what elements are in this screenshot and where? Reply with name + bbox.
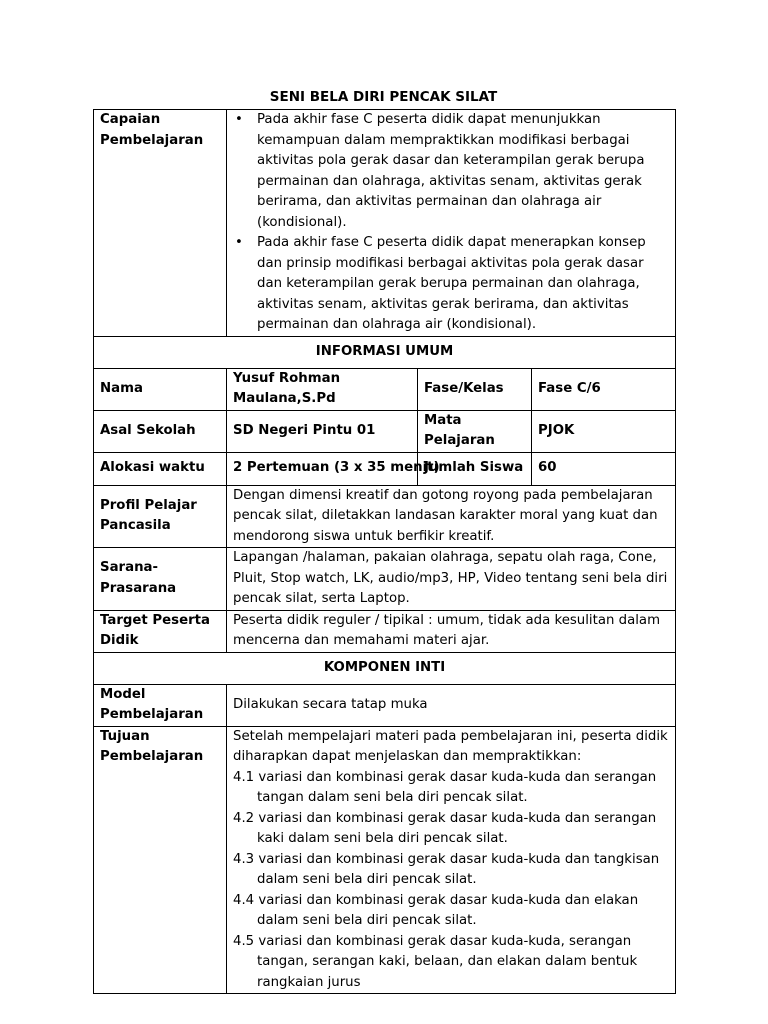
tujuan-item: 4.4 variasi dan kombinasi gerak dasar kuda-kuda dan elakan dalam seni bela diri pencak silat. <box>233 892 639 928</box>
tujuan-content <box>227 726 676 994</box>
target-label: Target Peserta Didik <box>94 610 227 652</box>
informasi-umum-heading: INFORMASI UMUM <box>94 336 676 368</box>
target-row <box>94 610 676 652</box>
sarana-row <box>94 548 676 611</box>
nama-label: Nama <box>94 368 227 410</box>
komponen-inti-header-row <box>94 652 676 684</box>
jumlah-label: Jumlah Siswa <box>418 452 532 485</box>
mapel-label: Mata Pelajaran <box>418 410 532 452</box>
tujuan-row <box>94 726 676 994</box>
tujuan-item: 4.3 variasi dan kombinasi gerak dasar kuda-kuda dan tangkisan dalam seni bela diri pencak silat. <box>233 851 660 887</box>
alokasi-value: 2 Pertemuan (3 x 35 menit) <box>227 452 418 485</box>
capaian-item: • Pada akhir fase C peserta didik dapat menunjukkan kemampuan dalam mempraktikkan modifikasi berbagai aktivitas pola gerak dasar dan keterampilan gerak berupa permainan dan olahraga, aktivitas senam, aktivitas gerak berirama, dan aktivitas permainan dan olahraga air (kondisional). <box>257 110 669 233</box>
sarana-value: Lapangan /halaman, pakaian olahraga, sepatu olah raga, Cone, Pluit, Stop watch, LK, audio/mp3, HP, Video tentang seni bela diri pencak silat, serta Laptop. <box>227 548 676 611</box>
profil-label: Profil Pelajar Pancasila <box>94 485 227 548</box>
alokasi-row <box>94 452 676 485</box>
model-label: Model Pembelajaran <box>94 684 227 726</box>
capaian-label: Capaian Pembelajaran <box>94 110 227 337</box>
alokasi-label: Alokasi waktu <box>94 452 227 485</box>
lesson-plan-table <box>93 109 676 994</box>
model-row <box>94 684 676 726</box>
model-value: Dilakukan secara tatap muka <box>227 684 676 726</box>
tujuan-item: 4.2 variasi dan kombinasi gerak dasar kuda-kuda dan serangan kaki dalam seni bela diri pencak silat. <box>233 810 657 846</box>
capaian-content <box>227 110 676 337</box>
capaian-list <box>233 110 669 336</box>
tujuan-item: 4.5 variasi dan kombinasi gerak dasar kuda-kuda, serangan tangan, serangan kaki, belaan, dan elakan dalam bentuk rangkaian jurus <box>233 933 638 990</box>
tujuan-item: 4.1 variasi dan kombinasi gerak dasar kuda-kuda dan serangan tangan dalam seni bela diri pencak silat. <box>233 769 657 805</box>
profil-row <box>94 485 676 548</box>
profil-value: Dengan dimensi kreatif dan gotong royong pada pembelajaran pencak silat, diletakkan landasan karakter moral yang kuat dan mendorong siswa untuk berfikir kreatif. <box>227 485 676 548</box>
sarana-label: Sarana-Prasarana <box>94 548 227 611</box>
target-value: Peserta didik reguler / tipikal : umum, tidak ada kesulitan dalam mencerna dan memahami materi ajar. <box>227 610 676 652</box>
fase-label: Fase/Kelas <box>418 368 532 410</box>
sekolah-value: SD Negeri Pintu 01 <box>227 410 418 452</box>
mapel-value: PJOK <box>532 410 676 452</box>
page-title: SENI BELA DIRI PENCAK SILAT <box>269 89 498 105</box>
informasi-umum-header-row <box>94 336 676 368</box>
capaian-row <box>94 110 676 337</box>
nama-row <box>94 368 676 410</box>
sekolah-row <box>94 410 676 452</box>
jumlah-value: 60 <box>532 452 676 485</box>
komponen-inti-heading: KOMPONEN INTI <box>94 652 676 684</box>
sekolah-label: Asal Sekolah <box>94 410 227 452</box>
tujuan-label: Tujuan Pembelajaran <box>94 726 227 994</box>
capaian-item: • Pada akhir fase C peserta didik dapat menerapkan konsep dan prinsip modifikasi berbagai aktivitas pola gerak dasar dan keterampilan gerak berupa permainan dan olahraga, aktivitas senam, aktivitas gerak berirama, dan aktivitas permainan dan olahraga air (kondisional). <box>257 233 669 336</box>
nama-value: Yusuf Rohman Maulana,S.Pd <box>227 368 418 410</box>
tujuan-intro: Setelah mempelajari materi pada pembelajaran ini, peserta didik diharapkan dapat menjelaskan dan mempraktikkan: <box>233 728 668 764</box>
fase-value: Fase C/6 <box>532 368 676 410</box>
